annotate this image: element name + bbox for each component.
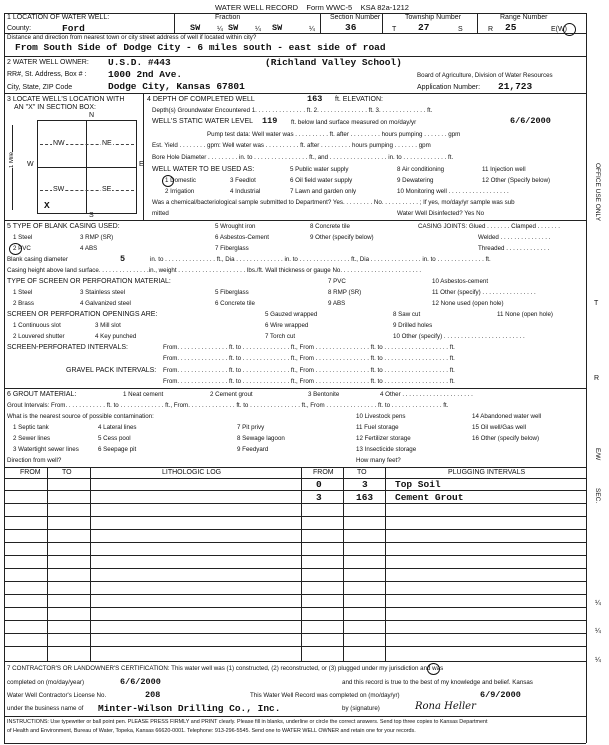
- north-label: N: [89, 112, 95, 119]
- office-sec: SEC.: [594, 488, 601, 504]
- completed-rest: and this record is true to the best of my knowledge and belief. Kansas: [342, 679, 533, 686]
- casing-concrete: 8 Concrete tile: [310, 223, 350, 230]
- screen-brass: 2 Brass: [13, 300, 34, 307]
- township-t: T: [392, 26, 397, 33]
- application-label: Application Number:: [417, 84, 481, 91]
- fraction-2: SW: [228, 23, 239, 33]
- use-industrial: 4 Industrial: [230, 188, 261, 195]
- open-gauzed: 5 Gauzed wrapped: [265, 311, 318, 318]
- city-label: City, State, ZIP Code: [7, 84, 73, 91]
- west-label: W: [27, 161, 34, 168]
- ew-circle: [563, 23, 576, 36]
- static-level-value: 119: [262, 116, 278, 126]
- mile-label: 1 Mile: [9, 152, 15, 169]
- open-louvered: 2 Louvered shutter: [13, 333, 65, 340]
- township-s: S: [458, 26, 463, 33]
- use-oilfield: 6 Oil field water supply: [290, 177, 353, 184]
- completed-label: completed on (mo/day/year): [7, 679, 85, 686]
- screen-none: 12 None used (open hole): [432, 300, 504, 307]
- quarter-1: ¼: [217, 26, 223, 33]
- joints-welded: Welded . . . . . . . . . . . . . . .: [478, 234, 551, 241]
- office-q2: ¼: [595, 628, 601, 635]
- screen-galvanized: 4 Galvanized steel: [80, 300, 131, 307]
- record-completed-label: This Water Well Record was completed on (mo/day/yr): [250, 692, 400, 699]
- plug-row-1-desc: Top Soil: [395, 479, 441, 490]
- screen-material-label: TYPE OF SCREEN OR PERFORATION MATERIAL:: [7, 278, 171, 285]
- ne-label: NE: [102, 140, 112, 147]
- distance-value: From South Side of Dodge City - 6 miles south - east side of road: [15, 42, 386, 53]
- office-r: R: [594, 375, 600, 382]
- static-level-date: 6/6/2000: [510, 116, 551, 126]
- screen-rmp: 8 RMP (SR): [328, 289, 362, 296]
- address-label: RR#, St. Address, Box # :: [7, 71, 87, 78]
- plugged-circle: [427, 663, 440, 675]
- instructions-2: of Health and Environment, Bureau of Water, Topeka, Kansas 66620-0001. Telephone: 913-296-5545. Send one to WATER WELL OWNER and retain one for your records.: [7, 728, 416, 734]
- use-injection: 11 Injection well: [482, 166, 526, 173]
- screen-asbestos: 10 Asbestos-cement: [432, 278, 489, 285]
- diameter-value: 5: [120, 254, 126, 264]
- office-q3: ¼: [595, 657, 601, 664]
- contam-feedyard: 9 Feedyard: [237, 446, 269, 453]
- east-label: E: [139, 161, 144, 168]
- fraction-1: SW: [190, 23, 201, 33]
- township-label: Township Number: [405, 14, 462, 21]
- owner-name: U.S.D. #443: [108, 57, 171, 68]
- casing-rmp: 3 RMP (SR): [80, 234, 114, 241]
- screen-stainless: 3 Stainless steel: [80, 289, 126, 296]
- county-label: County:: [7, 25, 32, 32]
- casing-steel: 1 Steel: [13, 234, 33, 241]
- grout-neat: 1 Neat cement: [123, 391, 164, 398]
- contam-insecticide: 13 Insecticide storage: [356, 446, 417, 453]
- static-level-label: WELL'S STATIC WATER LEVEL: [152, 118, 254, 125]
- completed-date: 6/6/2000: [120, 677, 161, 687]
- casing-height-line: Casing height above land surface. . . . . . . . . . . . . . .in., weight . . . . . . . . . . . . . . . . . . . . lbs./ft. Wall thickness or gauge No. . . . . . . . . . . . . . . . . . . . . . . .: [7, 267, 422, 274]
- contamination-label: What is the nearest source of possible contamination:: [7, 413, 154, 420]
- use-dewatering: 9 Dewatering: [397, 177, 434, 184]
- groundwater-line: Depth(s) Groundwater Encountered 1. . . . . . . . . . . . . . . ft. 2. . . . . . . . . . . . . . . ft. 3. . . . . . . . . . . . . . ft.: [152, 107, 433, 114]
- openings-label: SCREEN OR PERFORATION OPENINGS ARE:: [7, 311, 158, 318]
- casing-asbestos: 6 Asbestos-Cement: [215, 234, 269, 241]
- use-monitoring: 10 Monitoring well . . . . . . . . . . . . . . . . . .: [397, 188, 509, 195]
- use-other: 12 Other (Specify below): [482, 177, 551, 184]
- quarter-2: ¼: [255, 26, 261, 33]
- contam-cesspool: 5 Cess pool: [98, 435, 131, 442]
- contam-watertight: 3 Watertight sewer lines: [13, 446, 79, 453]
- office-t: T: [594, 300, 599, 307]
- section-number-label: Section Number: [330, 14, 381, 21]
- use-feedlot: 3 Feedlot: [230, 177, 256, 184]
- range-r: R: [488, 26, 494, 33]
- plug-from-header: FROM: [313, 469, 334, 476]
- signature-label: by (signature): [342, 705, 380, 712]
- open-continuous: 1 Continuous slot: [13, 322, 61, 329]
- signature: Rona Heller: [415, 701, 476, 712]
- screen-intervals-label: SCREEN-PERFORATED INTERVALS:: [7, 344, 128, 351]
- grout-cement: 2 Cement grout: [210, 391, 253, 398]
- gravel-interval-2: From. . . . . . . . . . . . . . . ft. to . . . . . . . . . . . . . . ft., From . . . . . . . . . . . . . . . . ft. to . . . . . . . . . . . . . . . . . . . ft.: [163, 378, 455, 385]
- contam-fuel: 11 Fuel storage: [356, 424, 399, 431]
- open-mill: 3 Mill slot: [95, 322, 121, 329]
- range-ew: E(W): [551, 26, 567, 33]
- se-label: SE: [102, 186, 112, 193]
- section-2-label: 2 WATER WELL OWNER:: [7, 59, 89, 66]
- section-3-label-2: AN "X" IN SECTION BOX:: [14, 104, 96, 111]
- license-label: Water Well Contractor's License No.: [7, 692, 107, 699]
- well-x-mark: X: [44, 200, 50, 211]
- fraction-3: SW: [272, 23, 283, 33]
- section-6-label: 6 GROUT MATERIAL:: [7, 391, 77, 398]
- use-air: 8 Air conditioning: [397, 166, 445, 173]
- open-wire: 6 Wire wrapped: [265, 322, 309, 329]
- sw-label: SW: [53, 186, 65, 193]
- direction-label: Direction from well?: [7, 457, 62, 464]
- use-irrigation: 2 Irrigation: [165, 188, 195, 195]
- section-box: [37, 120, 137, 214]
- contam-lagoon: 8 Sewage lagoon: [237, 435, 285, 442]
- license-number: 208: [145, 690, 161, 700]
- contam-seepage: 6 Seepage pit: [98, 446, 137, 453]
- section-3-label: 3 LOCATE WELL'S LOCATION WITH: [7, 96, 125, 103]
- township-value: 27: [418, 22, 430, 33]
- contam-oilwell: 15 Oil well/Gas well: [472, 424, 526, 431]
- range-value: 25: [505, 22, 517, 33]
- distance-label: Distance and direction from nearest town or city street address of well if located within city?: [7, 34, 257, 41]
- plug-row-2-from: 3: [316, 492, 322, 503]
- open-saw: 8 Saw cut: [393, 311, 421, 318]
- casing-wrought: 5 Wrought iron: [215, 223, 256, 230]
- use-label: WELL WATER TO BE USED AS:: [152, 166, 255, 173]
- form-title: WATER WELL RECORD Form WWC-5 KSA 82a-1212: [215, 3, 409, 12]
- gravel-intervals-label: GRAVEL PACK INTERVALS:: [66, 367, 157, 374]
- record-completed-date: 6/9/2000: [480, 690, 521, 700]
- open-none: 11 None (open hole): [497, 311, 553, 318]
- how-many-feet: How many feet?: [356, 457, 401, 464]
- plug-row-1-to: 3: [362, 479, 368, 490]
- open-drilled: 9 Drilled holes: [393, 322, 433, 329]
- pvc-circle: [9, 243, 22, 255]
- open-key: 4 Key punched: [95, 333, 137, 340]
- contam-sewer: 2 Sewer lines: [13, 435, 51, 442]
- open-other: 10 Other (specify) . . . . . . . . . . . . . . . . . . . . . . . .: [393, 333, 525, 340]
- diameter-label: Blank casing diameter: [7, 256, 68, 263]
- casing-abs: 4 ABS: [80, 245, 98, 252]
- yield-line: Est. Yield . . . . . . . . gpm: Well water was . . . . . . . . . . ft. after . . . . . . . . . hours pumping . . . . . . . gpm: [152, 142, 431, 149]
- instructions-1: INSTRUCTIONS: Use typewriter or ball point pen. PLEASE PRESS FIRMLY and PRINT clearly. Please fill in blanks, underline or circle the correct answers. Send top three copies to Kansas Department: [7, 719, 488, 725]
- city-value: Dodge City, Kansas 67801: [108, 81, 245, 92]
- gravel-interval-1: From. . . . . . . . . . . . . . . ft. to . . . . . . . . . . . . . . ft., From . . . . . . . . . . . . . . . . ft. to . . . . . . . . . . . . . . . . . . . ft.: [163, 367, 455, 374]
- diameter-rest: in. to . . . . . . . . . . . . . . . ft., Dia . . . . . . . . . . . . . . in. to . . . . . . . . . . . . . . . ft., Dia . . . . . . . . . . . . . . . in. to . . . . . . . . . . . . . . ft.: [150, 256, 491, 263]
- fraction-label: Fraction: [215, 14, 241, 21]
- section-number: 36: [345, 22, 357, 33]
- plugging-header: PLUGGING INTERVALS: [448, 469, 526, 476]
- elevation-label: ft. ELEVATION:: [335, 96, 383, 103]
- business-label: under the business name of: [7, 705, 84, 712]
- use-domestic: 1 Domestic: [165, 177, 196, 184]
- office-use-label: OFFICE USE ONLY: [594, 163, 601, 222]
- static-level-rest: ft. below land surface measured on mo/day/yr: [291, 119, 417, 126]
- casing-joints: CASING JOINTS: Glued . . . . . . . Clamped . . . . . . .: [418, 223, 561, 230]
- nw-label: NW: [53, 140, 65, 147]
- office-ew: E/W: [594, 448, 601, 461]
- plug-row-1-from: 0: [316, 479, 322, 490]
- casing-fiberglass: 7 Fiberglass: [215, 245, 249, 252]
- owner-name-2: (Richland Valley School): [265, 57, 402, 68]
- screen-fiberglass: 5 Fiberglass: [215, 289, 249, 296]
- casing-other: 9 Other (specify below): [310, 234, 374, 241]
- screen-interval-2: From. . . . . . . . . . . . . . . ft. to . . . . . . . . . . . . . . ft., From . . . . . . . . . . . . . . . . ft. to . . . . . . . . . . . . . . . . . . . ft.: [163, 355, 455, 362]
- bore-line: Bore Hole Diameter . . . . . . . . . in. to . . . . . . . . . . . . . . . . ft., and . . . . . . . . . . . . . . . . . in. to . . . . . . . . . . . . . ft.: [152, 154, 454, 161]
- log-from-header: FROM: [20, 469, 41, 476]
- office-q1: ¼: [595, 600, 601, 607]
- county-value: Ford: [62, 23, 85, 34]
- screen-concrete: 6 Concrete tile: [215, 300, 255, 307]
- section-1-label: 1 LOCATION OF WATER WELL:: [7, 14, 110, 21]
- application-number: 21,723: [498, 81, 533, 92]
- screen-interval-1: From. . . . . . . . . . . . . . . ft. to . . . . . . . . . . . . . . ft., From . . . . . . . . . . . . . . . . ft. to . . . . . . . . . . . . . . . . . . . ft.: [163, 344, 455, 351]
- disinfect-line: Water Well Disinfected? Yes No: [397, 210, 485, 217]
- screen-other: 11 Other (specify) . . . . . . . . . . . . . . . .: [432, 289, 536, 296]
- screen-steel: 1 Steel: [13, 289, 33, 296]
- plug-row-2-desc: Cement Grout: [395, 492, 464, 503]
- board-label: Board of Agriculture, Division of Water Resources: [417, 72, 553, 79]
- address-value: 1000 2nd Ave.: [108, 69, 183, 80]
- joints-threaded: Threaded . . . . . . . . . . . . .: [478, 245, 550, 252]
- contam-other: 16 Other (specify below): [472, 435, 540, 442]
- depth-label: 4 DEPTH OF COMPLETED WELL: [147, 96, 255, 103]
- contam-abandoned: 14 Abandoned water well: [472, 413, 542, 420]
- pump-test-line: Pump test data: Well water was . . . . . . . . . . ft. after . . . . . . . . . hours pumping . . . . . . . gpm: [207, 131, 461, 138]
- contam-livestock: 10 Livestock pens: [356, 413, 406, 420]
- domestic-circle: [162, 175, 174, 187]
- certification-line-1: 7 CONTRACTOR'S OR LANDOWNER'S CERTIFICATION: This water well was (1) constructed, (2) reconstructed, or (3) plugged under my jurisdiction and was: [7, 665, 444, 672]
- screen-pvc: 7 PVC: [328, 278, 346, 285]
- depth-value: 163: [307, 94, 323, 104]
- grout-bentonite: 3 Bentonite: [308, 391, 340, 398]
- log-to-header: TO: [62, 469, 72, 476]
- business-name: Minter-Wilson Drilling Co., Inc.: [98, 703, 281, 714]
- chem-sample-line-2: mitted: [152, 210, 169, 217]
- grout-other: 4 Other . . . . . . . . . . . . . . . . . . . . .: [380, 391, 473, 398]
- south-label: S: [89, 212, 94, 219]
- open-torch: 7 Torch cut: [265, 333, 296, 340]
- contam-privy: 7 Pit privy: [237, 424, 265, 431]
- lithologic-header: LITHOLOGIC LOG: [162, 469, 222, 476]
- chem-sample-line: Was a chemical/bacteriological sample submitted to Department? Yes. . . . . . . . . No. . . . . . . . . . . ; If yes, mo/day/yr sample was sub: [152, 199, 515, 206]
- contam-fertilizer: 12 Fertilizer storage: [356, 435, 411, 442]
- range-label: Range Number: [500, 14, 548, 21]
- use-lawn: 7 Lawn and garden only: [290, 188, 357, 195]
- use-public: 5 Public water supply: [290, 166, 349, 173]
- grout-intervals: Grout Intervals: From. . . . . . . . . . . . ft. to . . . . . . . . . . . . . ft., From. . . . . . . . . . . . . . ft. to . . . . . . . . . . . . . . . ft., From . . . . . . . . . . . . . . . ft. to . . . . . . . . . . . . . . . ft.: [7, 402, 449, 409]
- casing-pvc: 2 PVC: [13, 245, 31, 252]
- plug-to-header: TO: [357, 469, 367, 476]
- contam-septic: 1 Septic tank: [13, 424, 49, 431]
- section-5-label: 5 TYPE OF BLANK CASING USED:: [7, 223, 120, 230]
- quarter-3: ¼: [309, 26, 315, 33]
- contam-lateral: 4 Lateral lines: [98, 424, 137, 431]
- screen-abs: 9 ABS: [328, 300, 346, 307]
- plug-row-2-to: 163: [356, 492, 374, 503]
